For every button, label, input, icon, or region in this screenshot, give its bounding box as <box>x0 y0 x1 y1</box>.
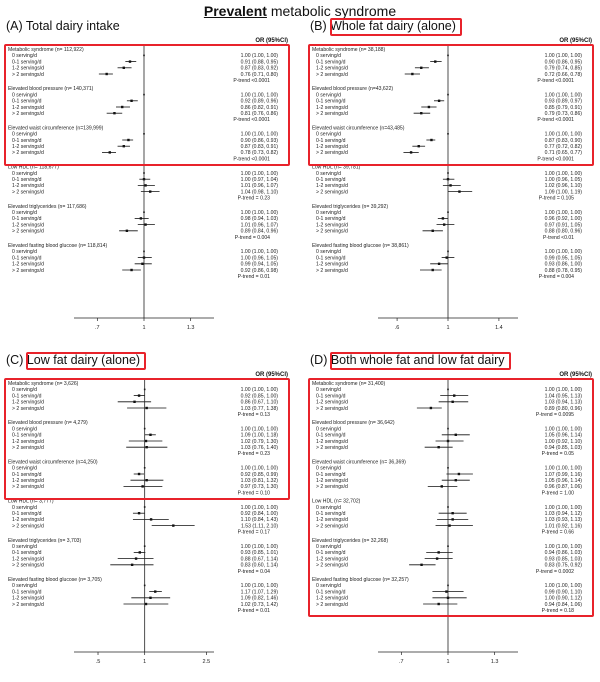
main-title-rest: metabolic syndrome <box>266 3 397 19</box>
or-ci-value: 0.92 (0.86, 0.98) <box>240 267 278 274</box>
serving-row-label: 0-1 serving/d <box>12 432 42 439</box>
serving-row-label: 1-2 servings/d <box>12 595 44 602</box>
or-ci-value: 0.79 (0.74, 0.85) <box>544 65 582 72</box>
x-axis-tick-label: 1.4 <box>495 325 503 331</box>
serving-row-label: 0-1 serving/d <box>12 589 42 596</box>
or-ci-value: 0.94 (0.84, 1.06) <box>544 601 582 608</box>
or-ci-value: 0.92 (0.84, 1.00) <box>240 511 278 517</box>
title-highlight-box <box>330 352 511 370</box>
outcome-group-label: Low HDL (n= 32,702) <box>312 498 361 505</box>
outcome-group-label: Elevated triglycerides (n= 3,703) <box>8 537 82 544</box>
or-ci-value: 1.05 (0.96, 1.14) <box>544 432 582 439</box>
serving-row-label: 1-2 servings/d <box>12 183 44 190</box>
p-trend-label: P-trend <0.0001 <box>233 78 270 84</box>
or-ci-value: 1.00 (1.00, 1.00) <box>240 170 278 177</box>
x-axis-tick-label: 1.3 <box>186 325 195 331</box>
or-point-marker <box>131 564 133 566</box>
serving-row-label: 0-1 serving/d <box>12 393 42 400</box>
x-axis-tick-label: .7 <box>95 325 100 331</box>
serving-row-label: 1-2 servings/d <box>12 144 44 150</box>
serving-row-label: > 2 servings/d <box>316 523 348 530</box>
serving-row-label: 1-2 servings/d <box>316 144 348 150</box>
or-ci-value: 1.00 (1.00, 1.00) <box>240 131 278 138</box>
serving-row-label: > 2 servings/d <box>316 562 348 569</box>
or-ci-value: 0.89 (0.84, 0.96) <box>240 228 278 235</box>
or-ci-value: 1.53 (1.11, 2.10) <box>240 523 278 530</box>
x-axis-tick-label: .5 <box>95 659 101 665</box>
x-axis-tick-label: 1 <box>446 659 450 665</box>
or-ci-value: 1.00 (1.00, 1.00) <box>544 170 582 177</box>
x-axis-tick-label: .6 <box>394 325 400 331</box>
outcome-group-label: Low HDL (n= 118,677) <box>8 164 59 171</box>
serving-row-label: 0 serving/d <box>316 170 341 177</box>
serving-row-label: 0 serving/d <box>12 544 37 550</box>
or-ci-value: 1.00 (1.00, 1.00) <box>240 544 278 550</box>
p-trend-label: P-trend = 1.00 <box>541 490 574 497</box>
serving-row-label: 0-1 serving/d <box>316 393 346 400</box>
serving-row-label: 0-1 serving/d <box>12 98 42 105</box>
or-point-marker <box>144 223 146 225</box>
outcome-group-label: Elevated fasting blood glucose (n= 3,705) <box>8 577 102 583</box>
or-ci-value: 0.97 (0.91, 1.05) <box>544 222 582 229</box>
or-ci-value: 1.04 (0.95, 1.13) <box>544 393 582 400</box>
highlight-box <box>308 378 594 617</box>
or-ci-value: 0.83 (0.60, 1.14) <box>240 562 278 569</box>
or-ci-value: 1.00 (0.90, 1.12) <box>544 595 582 602</box>
or-ci-value: 1.03 (0.76, 1.40) <box>240 445 278 451</box>
serving-row-label: 0-1 serving/d <box>12 137 42 144</box>
highlight-box <box>4 44 290 166</box>
main-title-emphasis: Prevalent <box>203 3 267 19</box>
or-ci-value: 0.86 (0.67, 1.10) <box>240 399 278 406</box>
panel-a-total-dairy <box>2 18 292 338</box>
serving-row-label: > 2 servings/d <box>316 445 348 451</box>
or-ci-value: 1.01 (0.92, 1.16) <box>544 523 582 530</box>
serving-row-label: 1-2 servings/d <box>12 556 44 563</box>
or-column-header: OR (95%CI) <box>559 372 592 378</box>
or-ci-value: 0.94 (0.86, 1.03) <box>544 550 582 557</box>
or-point-marker <box>141 263 143 265</box>
or-point-marker <box>144 184 146 186</box>
or-ci-value: 0.88 (0.80, 0.96) <box>544 228 582 235</box>
or-ci-value: 1.00 (1.00, 1.00) <box>240 465 278 472</box>
p-trend-label: P-trend <0.0001 <box>233 156 270 163</box>
or-point-marker <box>432 230 434 232</box>
outcome-group-label: Low HDL (n= 3,777) <box>8 498 54 505</box>
or-ci-value: 1.00 (0.92, 1.10) <box>544 438 582 445</box>
serving-row-label: 0 serving/d <box>12 504 37 511</box>
outcome-group-label: Elevated waist circumference (n=139,999) <box>8 125 104 132</box>
serving-row-label: 0-1 serving/d <box>12 255 42 262</box>
serving-row-label: > 2 servings/d <box>12 111 44 117</box>
or-ci-value: 0.78 (0.73, 0.82) <box>240 150 278 157</box>
or-ci-value: 0.91 (0.88, 0.95) <box>240 59 278 66</box>
or-ci-value: 1.05 (0.96, 1.14) <box>544 478 582 484</box>
serving-row-label: 0-1 serving/d <box>316 589 346 596</box>
outcome-group-label: Elevated waist circumference (n= 36,369) <box>312 459 406 466</box>
serving-row-label: 1-2 servings/d <box>316 261 348 268</box>
panel-b-whole-fat <box>306 18 596 338</box>
serving-row-label: 0-1 serving/d <box>316 471 346 478</box>
or-point-marker <box>442 217 444 219</box>
outcome-group-label: Elevated waist circumference (n=43,485) <box>312 125 405 132</box>
outcome-group-label: Metabolic syndrome (n= 112,922) <box>8 47 84 53</box>
or-ci-value: 1.00 (1.00, 1.00) <box>240 92 278 99</box>
p-trend-label: P-trend = 0.105 <box>538 195 574 202</box>
or-point-marker <box>458 190 460 192</box>
serving-row-label: 1-2 servings/d <box>316 438 348 445</box>
serving-row-label: > 2 servings/d <box>316 484 348 491</box>
serving-row-label: > 2 servings/d <box>12 523 44 530</box>
x-axis-tick-label: 1.3 <box>490 659 499 665</box>
or-ci-value: 0.79 (0.73, 0.86) <box>544 111 582 117</box>
serving-row-label: 0-1 serving/d <box>12 550 42 557</box>
or-ci-value: 1.00 (1.00, 1.00) <box>544 131 582 138</box>
or-ci-value: 0.87 (0.83, 0.90) <box>544 137 582 144</box>
or-point-marker <box>149 190 151 192</box>
serving-row-label: > 2 servings/d <box>316 71 348 78</box>
serving-row-label: 0-1 serving/d <box>316 255 346 262</box>
or-point-marker <box>438 263 440 265</box>
p-trend-label: P-trend = 0.23 <box>237 195 270 202</box>
serving-row-label: > 2 servings/d <box>316 189 348 196</box>
or-point-marker <box>149 597 151 599</box>
panel-c-low-fat <box>2 352 292 672</box>
or-ci-value: 0.88 (0.78, 0.95) <box>544 267 582 274</box>
serving-row-label: 0 serving/d <box>316 210 341 216</box>
or-ci-value: 1.01 (0.96, 1.07) <box>240 183 278 190</box>
or-ci-value: 1.00 (1.00, 1.00) <box>240 387 278 394</box>
or-ci-value: 1.10 (0.84, 1.43) <box>240 517 278 524</box>
or-ci-value: 0.93 (0.89, 0.97) <box>544 98 582 105</box>
or-ci-value: 0.96 (0.87, 1.06) <box>544 484 582 491</box>
serving-row-label: > 2 servings/d <box>12 562 44 569</box>
outcome-group-label: Elevated triglycerides (n= 117,686) <box>8 203 87 210</box>
or-ci-value: 0.87 (0.83, 0.92) <box>240 65 278 72</box>
or-ci-value: 0.87 (0.83, 0.91) <box>240 144 278 150</box>
outcome-group-label: Elevated blood pressure (n= 4,279) <box>8 420 88 427</box>
or-column-header: OR (95%CI) <box>559 38 592 44</box>
outcome-group-label: Elevated triglycerides (n= 39,292) <box>312 203 389 210</box>
outcome-group-label: Elevated blood pressure (n= 36,642) <box>312 420 395 427</box>
serving-row-label: 0-1 serving/d <box>316 216 346 223</box>
or-ci-value: 0.98 (0.94, 1.03) <box>240 216 278 223</box>
or-ci-value: 1.04 (0.98, 1.10) <box>240 189 278 196</box>
outcome-group-label: Elevated waist circumference (n=4,250) <box>8 459 98 466</box>
x-axis-tick-label: 1 <box>143 659 147 665</box>
x-axis-tick-label: 1 <box>446 325 450 331</box>
or-ci-value: 0.92 (0.89, 0.96) <box>240 98 278 105</box>
serving-row-label: 0-1 serving/d <box>12 511 42 517</box>
serving-row-label: 0 serving/d <box>12 210 37 216</box>
serving-row-label: 0 serving/d <box>12 92 37 99</box>
serving-row-label: 1-2 servings/d <box>12 478 44 484</box>
or-ci-value: 1.09 (0.82, 1.46) <box>240 595 278 602</box>
or-ci-value: 1.09 (1.00, 1.18) <box>240 432 278 439</box>
serving-row-label: 1-2 servings/d <box>12 399 44 406</box>
or-ci-value: 0.99 (0.95, 1.05) <box>544 255 582 262</box>
or-ci-value: 1.02 (0.96, 1.10) <box>544 183 582 190</box>
serving-row-label: 0-1 serving/d <box>12 59 42 66</box>
p-trend-label: P-trend = 0.05 <box>541 451 574 458</box>
p-trend-label: P-trend = 0.004 <box>234 234 270 241</box>
x-axis-tick-label: .7 <box>399 659 404 665</box>
or-ci-value: 1.00 (1.00, 1.00) <box>240 426 278 433</box>
serving-row-label: 0 serving/d <box>316 465 341 472</box>
or-column-header: OR (95%CI) <box>255 372 288 378</box>
p-trend-label: P-trend <0.01 <box>542 234 574 241</box>
serving-row-label: 0 serving/d <box>316 387 341 394</box>
serving-row-label: 1-2 servings/d <box>316 595 348 602</box>
serving-row-label: > 2 servings/d <box>12 267 44 274</box>
serving-row-label: 0 serving/d <box>316 92 341 99</box>
or-ci-value: 1.00 (1.00, 1.00) <box>544 53 582 60</box>
p-trend-label: P-trend = 0.13 <box>237 412 270 418</box>
or-ci-value: 1.03 (0.94, 1.12) <box>544 511 582 517</box>
panel-title: (C) Low fat dairy (alone) <box>6 353 141 367</box>
outcome-group-label: Elevated blood pressure (n=43,622) <box>312 86 394 93</box>
or-ci-value: 1.00 (1.00, 1.00) <box>544 387 582 394</box>
serving-row-label: 1-2 servings/d <box>12 517 44 524</box>
p-trend-label: P-trend = 0.0095 <box>535 412 574 418</box>
or-ci-value: 1.17 (1.07, 1.29) <box>240 589 278 596</box>
serving-row-label: 1-2 servings/d <box>316 478 348 484</box>
or-ci-value: 0.93 (0.86, 1.00) <box>544 261 582 268</box>
or-ci-value: 1.03 (0.81, 1.32) <box>240 478 278 484</box>
or-point-marker <box>126 230 128 232</box>
or-ci-value: 1.00 (1.00, 1.00) <box>544 426 582 433</box>
serving-row-label: > 2 servings/d <box>12 405 44 412</box>
serving-row-label: 0-1 serving/d <box>316 59 346 66</box>
serving-row-label: 1-2 servings/d <box>12 104 44 111</box>
or-ci-value: 1.02 (0.79, 1.30) <box>240 438 278 445</box>
p-trend-label: P-trend = 0.10 <box>237 490 270 497</box>
serving-row-label: 0 serving/d <box>12 465 37 472</box>
serving-row-label: 1-2 servings/d <box>316 517 348 524</box>
serving-row-label: > 2 servings/d <box>12 484 44 491</box>
or-ci-value: 0.90 (0.86, 0.93) <box>240 137 278 144</box>
or-point-marker <box>145 603 147 605</box>
main-title <box>0 3 600 19</box>
or-ci-value: 1.00 (1.00, 1.00) <box>240 53 278 60</box>
or-point-marker <box>138 512 140 514</box>
x-axis-tick-label: 2.5 <box>202 659 211 665</box>
p-trend-label: P-trend <0.0001 <box>537 156 574 163</box>
or-ci-value: 1.00 (1.00, 1.00) <box>544 544 582 550</box>
serving-row-label: 0-1 serving/d <box>316 98 346 105</box>
serving-row-label: > 2 servings/d <box>316 267 348 274</box>
serving-row-label: 0 serving/d <box>316 53 341 60</box>
serving-row-label: 0-1 serving/d <box>12 216 42 223</box>
outcome-group-label: Elevated blood pressure (n= 140,371) <box>8 86 94 93</box>
or-ci-value: 0.92 (0.85, 1.00) <box>240 393 278 400</box>
serving-row-label: > 2 servings/d <box>316 601 348 608</box>
or-ci-value: 1.00 (1.00, 1.00) <box>544 92 582 99</box>
or-ci-value: 0.88 (0.67, 1.14) <box>240 556 278 563</box>
serving-row-label: 1-2 servings/d <box>12 222 44 229</box>
p-trend-label: P-trend <0.0001 <box>537 78 574 84</box>
or-ci-value: 1.00 (0.96, 1.05) <box>240 255 278 262</box>
or-point-marker <box>449 184 451 186</box>
serving-row-label: 1-2 servings/d <box>12 438 44 445</box>
or-ci-value: 1.01 (0.96, 1.07) <box>240 222 278 229</box>
or-ci-value: 0.94 (0.85, 1.03) <box>544 445 582 451</box>
outcome-group-label: Low HDL (n= 39,781) <box>312 164 361 171</box>
or-ci-value: 0.92 (0.85, 0.99) <box>240 471 278 478</box>
serving-row-label: 0 serving/d <box>316 544 341 550</box>
or-ci-value: 0.96 (0.92, 1.00) <box>544 216 582 223</box>
serving-row-label: 0-1 serving/d <box>316 432 346 439</box>
serving-row-label: 1-2 servings/d <box>12 261 44 268</box>
serving-row-label: > 2 servings/d <box>12 189 44 196</box>
serving-row-label: 0 serving/d <box>316 504 341 511</box>
p-trend-label: P-trend = 0.0002 <box>535 568 574 575</box>
or-column-header: OR (95%CI) <box>255 38 288 44</box>
p-trend-label: P-trend = 0.004 <box>538 274 574 280</box>
x-axis-tick-label: 1 <box>142 325 146 331</box>
or-ci-value: 0.99 (0.90, 1.10) <box>544 589 582 596</box>
serving-row-label: > 2 servings/d <box>12 445 44 451</box>
serving-row-label: 0 serving/d <box>316 249 341 256</box>
or-ci-value: 0.85 (0.79, 0.91) <box>544 104 582 111</box>
p-trend-label: P-trend = 0.01 <box>237 608 270 614</box>
serving-row-label: 0 serving/d <box>12 387 37 394</box>
serving-row-label: > 2 servings/d <box>316 150 348 157</box>
serving-row-label: > 2 servings/d <box>12 150 44 157</box>
outcome-group-label: Elevated fasting blood glucose (n= 38,861) <box>312 243 409 249</box>
title-highlight-box <box>330 18 462 36</box>
p-trend-label: P-trend = 0.01 <box>237 274 270 280</box>
or-ci-value: 1.09 (1.00, 1.19) <box>544 189 582 196</box>
or-point-marker <box>130 269 132 271</box>
p-trend-label: P-trend <0.0001 <box>537 117 574 124</box>
serving-row-label: > 2 servings/d <box>316 405 348 412</box>
serving-row-label: 0 serving/d <box>316 583 341 590</box>
p-trend-label: P-trend <0.0001 <box>233 117 270 124</box>
p-trend-label: P-trend = 0.66 <box>541 529 574 536</box>
serving-row-label: 0 serving/d <box>12 170 37 177</box>
serving-row-label: 0-1 serving/d <box>316 550 346 557</box>
p-trend-label: P-trend = 0.17 <box>237 529 270 536</box>
title-highlight-box <box>26 352 146 370</box>
or-ci-value: 0.83 (0.75, 0.92) <box>544 562 582 569</box>
serving-row-label: 1-2 servings/d <box>316 104 348 111</box>
or-ci-value: 0.97 (0.73, 1.30) <box>240 484 278 491</box>
outcome-group-label: Metabolic syndrome (n= 31,400) <box>312 381 386 387</box>
or-point-marker <box>139 551 141 553</box>
serving-row-label: > 2 servings/d <box>12 601 44 608</box>
or-point-marker <box>150 518 152 520</box>
or-ci-value: 1.00 (1.00, 1.00) <box>544 249 582 256</box>
or-ci-value: 1.00 (1.00, 1.00) <box>240 210 278 216</box>
or-ci-value: 1.00 (1.00, 1.00) <box>544 465 582 472</box>
outcome-group-label: Metabolic syndrome (n= 38,188) <box>312 47 386 53</box>
or-ci-value: 1.00 (1.00, 1.00) <box>240 249 278 256</box>
or-ci-value: 0.71 (0.65, 0.77) <box>544 150 582 157</box>
p-trend-label: P-trend = 0.18 <box>541 608 574 614</box>
or-ci-value: 1.03 (0.94, 1.13) <box>544 399 582 406</box>
serving-row-label: 0 serving/d <box>12 249 37 256</box>
serving-row-label: 0 serving/d <box>12 583 37 590</box>
panel-title: (D) Both whole fat and low fat dairy <box>310 353 505 367</box>
serving-row-label: > 2 servings/d <box>316 228 348 235</box>
serving-row-label: 0 serving/d <box>12 426 37 433</box>
serving-row-label: 1-2 servings/d <box>316 65 348 72</box>
serving-row-label: 1-2 servings/d <box>316 556 348 563</box>
or-ci-value: 1.00 (1.00, 1.00) <box>544 504 582 511</box>
or-ci-value: 0.81 (0.76, 0.86) <box>240 111 278 117</box>
or-point-marker <box>443 223 445 225</box>
serving-row-label: > 2 servings/d <box>12 71 44 78</box>
panel-d-both-dairy <box>306 352 596 672</box>
outcome-group-label: Metabolic syndrome (n= 3,626) <box>8 381 79 387</box>
serving-row-label: 0 serving/d <box>12 131 37 138</box>
or-point-marker <box>172 524 174 526</box>
serving-row-label: 0 serving/d <box>12 53 37 60</box>
or-point-marker <box>140 217 142 219</box>
or-ci-value: 1.02 (0.73, 1.42) <box>240 601 278 608</box>
p-trend-label: P-trend = 0.23 <box>237 451 270 458</box>
or-ci-value: 1.00 (1.00, 1.00) <box>240 583 278 590</box>
or-ci-value: 0.89 (0.80, 0.96) <box>544 405 582 412</box>
panel-title: (A) Total dairy intake <box>6 19 120 33</box>
or-ci-value: 1.00 (1.00, 1.00) <box>544 210 582 216</box>
serving-row-label: 1-2 servings/d <box>316 222 348 229</box>
serving-row-label: 0-1 serving/d <box>316 137 346 144</box>
outcome-group-label: Elevated triglycerides (n= 32,268) <box>312 537 389 544</box>
or-ci-value: 1.00 (1.00, 1.00) <box>544 583 582 590</box>
or-ci-value: 0.99 (0.94, 1.05) <box>240 261 278 268</box>
serving-row-label: 1-2 servings/d <box>12 65 44 72</box>
or-ci-value: 0.93 (0.85, 1.01) <box>240 550 278 557</box>
highlight-box <box>4 378 290 500</box>
serving-row-label: 1-2 servings/d <box>316 399 348 406</box>
serving-row-label: 0-1 serving/d <box>12 471 42 478</box>
or-ci-value: 1.03 (0.77, 1.38) <box>240 405 278 412</box>
or-ci-value: 1.00 (1.00, 1.00) <box>240 504 278 511</box>
outcome-group-label: Elevated fasting blood glucose (n= 118,814) <box>8 243 108 249</box>
or-ci-value: 0.93 (0.85, 1.03) <box>544 556 582 563</box>
highlight-box <box>308 44 594 166</box>
serving-row-label: > 2 servings/d <box>12 228 44 235</box>
or-ci-value: 1.03 (0.93, 1.13) <box>544 517 582 524</box>
or-ci-value: 0.77 (0.72, 0.82) <box>544 144 582 150</box>
or-ci-value: 1.07 (0.99, 1.16) <box>544 471 582 478</box>
panel-title: (B) Whole fat dairy (alone) <box>310 19 456 33</box>
or-ci-value: 0.90 (0.86, 0.95) <box>544 59 582 66</box>
outcome-group-label: Elevated fasting blood glucose (n= 32,257) <box>312 577 409 583</box>
or-point-marker <box>135 557 137 559</box>
serving-row-label: 0 serving/d <box>316 131 341 138</box>
or-point-marker <box>446 256 448 258</box>
or-point-marker <box>432 269 434 271</box>
or-ci-value: 1.00 (0.97, 1.04) <box>240 177 278 183</box>
p-trend-label: P-trend = 0.04 <box>237 568 270 575</box>
or-ci-value: 0.72 (0.66, 0.78) <box>544 71 582 78</box>
or-point-marker <box>154 590 156 592</box>
serving-row-label: > 2 servings/d <box>316 111 348 117</box>
serving-row-label: 0-1 serving/d <box>316 177 346 183</box>
serving-row-label: 0 serving/d <box>316 426 341 433</box>
serving-row-label: 0-1 serving/d <box>316 511 346 517</box>
or-ci-value: 0.76 (0.71, 0.80) <box>240 71 278 78</box>
serving-row-label: 1-2 servings/d <box>316 183 348 190</box>
or-ci-value: 0.86 (0.82, 0.91) <box>240 104 278 111</box>
serving-row-label: 0-1 serving/d <box>12 177 42 183</box>
or-ci-value: 1.00 (0.96, 1.05) <box>544 177 582 183</box>
